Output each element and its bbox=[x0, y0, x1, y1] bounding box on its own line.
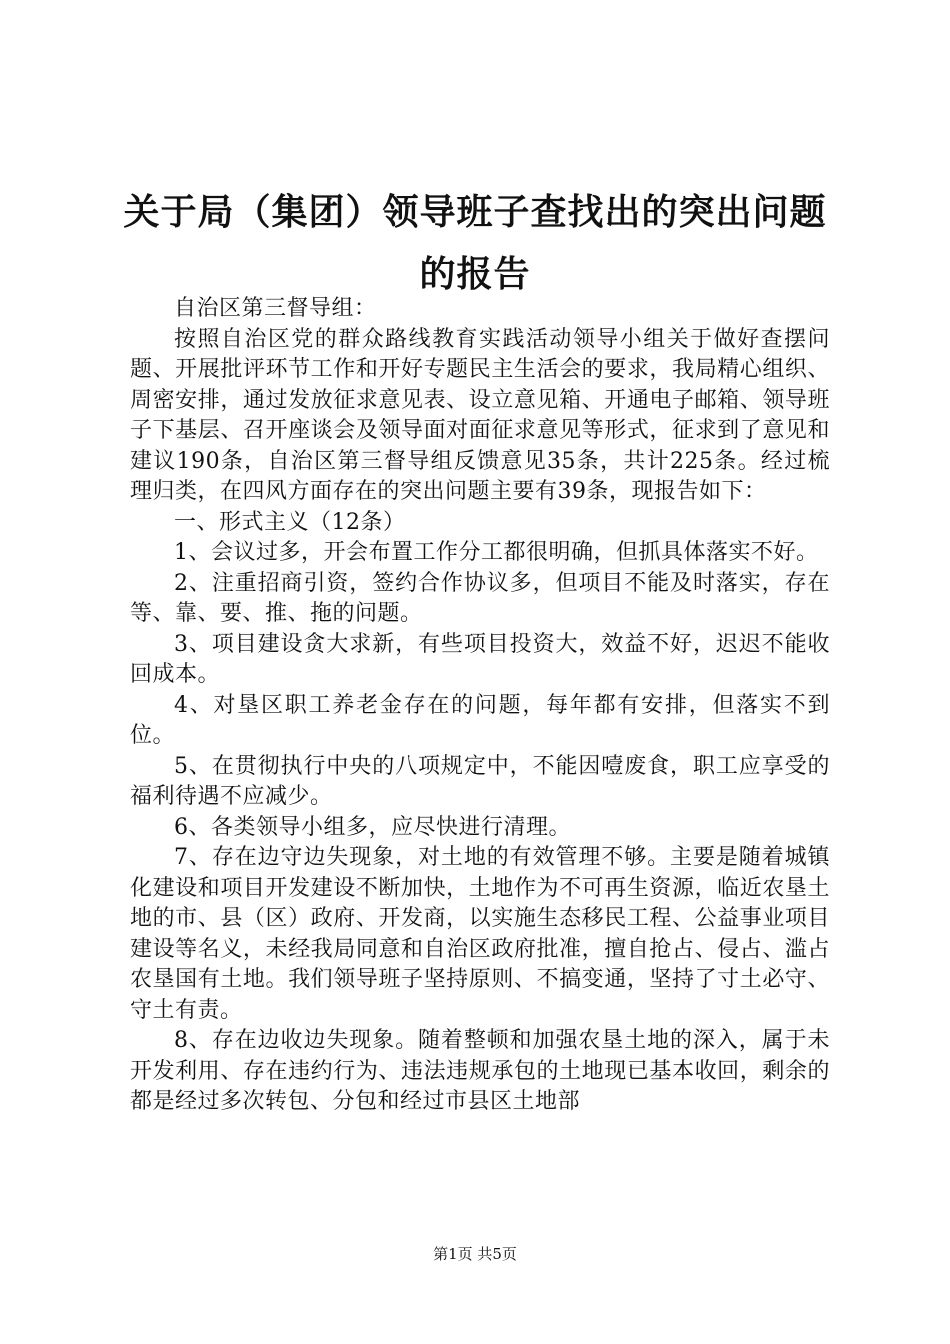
paragraph: 6、各类领导小组多，应尽快进行清理。 bbox=[174, 814, 571, 840]
paragraph: 4、对垦区职工养老金存在的问题，每年都有安排，但落实不到位。 bbox=[130, 692, 830, 748]
paragraph: 8、存在边收边失现象。随着整顿和加强农垦土地的深入，属于未开发利用、存在违约行为、违法违规承包的土地现已基本收回，剩余的都是经过多次转包、分包和经过市县区土地部 bbox=[130, 1028, 830, 1114]
paragraph: 5、在贯彻执行中央的八项规定中，不能因噎废食，职工应享受的福利待遇不应减少。 bbox=[130, 753, 830, 809]
page-footer: 第1页 共5页 bbox=[433, 1245, 517, 1263]
document-title: 关于局（集团）领导班子查找出的突出问题的报告 bbox=[123, 192, 827, 295]
paragraph: 2、注重招商引资，签约合作协议多，但项目不能及时落实，存在等、靠、要、推、拖的问题。 bbox=[130, 570, 830, 626]
salutation: 自治区第三督导组： bbox=[174, 296, 377, 321]
section-heading: 一、形式主义（12条） bbox=[174, 509, 406, 535]
paragraph: 1、会议过多，开会布置工作分工都很明确，但抓具体落实不好。 bbox=[174, 540, 819, 565]
paragraph: 7、存在边守边失现象，对土地的有效管理不够。主要是随着城镇化建设和项目开发建设不断加快，土地作为不可再生资源，临近农垦土地的市、县（区）政府、开发商，以实施生态移民工程、公益事业项目建设等名义，未经我局同意和自治区政府批准，擅自抢占、侵占、滥占农垦国有土地。我们领导班子坚持原则、不搞变通，坚持了寸土必守、守土有责。 bbox=[130, 845, 830, 1023]
document-body bbox=[130, 294, 830, 1118]
paragraph: 按照自治区党的群众路线教育实践活动领导小组关于做好查摆问题、开展批评环节工作和开好专题民主生活会的要求，我局精心组织、周密安排，通过发放征求意见表、设立意见箱、开通电子邮箱、领导班子下基层、召开座谈会及领导面对面征求意见等形式，征求到了意见和建议190条，自治区第三督导组反馈意见35条，共计225条。经过梳理归类，在四风方面存在的突出问题主要有39条，现报告如下： bbox=[130, 326, 830, 504]
paragraph: 3、项目建设贪大求新，有些项目投资大，效益不好，迟迟不能收回成本。 bbox=[130, 631, 830, 687]
